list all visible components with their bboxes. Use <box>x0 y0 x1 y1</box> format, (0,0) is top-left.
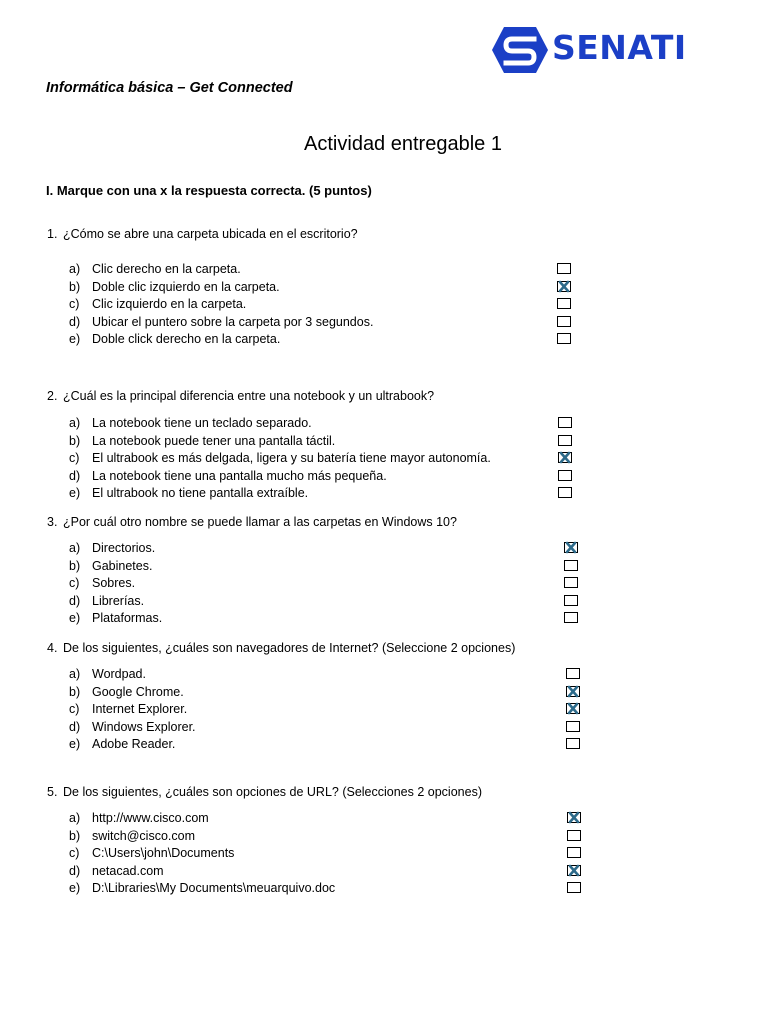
x-mark-icon <box>568 812 580 823</box>
checkbox-checked[interactable] <box>557 281 571 292</box>
option-3-c <box>69 576 135 590</box>
checkbox-checked[interactable] <box>564 542 578 553</box>
checkbox[interactable] <box>564 560 578 571</box>
option-text: netacad.com <box>92 863 164 878</box>
checkbox-checked[interactable] <box>566 686 580 697</box>
option-text: Directorios. <box>92 541 156 555</box>
option-3-b <box>69 559 152 573</box>
option-text: El ultrabook no tiene pantalla extraíble. <box>92 486 309 501</box>
option-2-d <box>69 469 387 483</box>
option-letter: b) <box>69 433 81 448</box>
option-text: Doble click derecho en la carpeta. <box>92 332 281 347</box>
option-letter: c) <box>69 846 80 861</box>
option-3-d <box>69 594 144 608</box>
option-text: Gabinetes. <box>92 558 153 573</box>
option-1-e <box>69 332 280 346</box>
checkbox[interactable] <box>564 595 578 606</box>
option-letter: e) <box>69 332 81 347</box>
option-4-d <box>69 720 196 734</box>
option-text: El ultrabook es más delgada, ligera y su batería tiene mayor autonomía. <box>92 451 491 466</box>
option-2-c <box>69 451 491 465</box>
page-title: Actividad entregable 1 <box>304 133 502 155</box>
checkbox[interactable] <box>558 435 572 446</box>
checkbox[interactable] <box>564 612 578 623</box>
question-1 <box>47 227 358 241</box>
checkbox[interactable] <box>566 738 580 749</box>
question-text: ¿Cómo se abre una carpeta ubicada en el escritorio? <box>63 227 358 241</box>
x-mark-icon <box>567 686 579 697</box>
option-3-a <box>69 541 155 555</box>
option-letter: d) <box>69 314 81 329</box>
checkbox-checked[interactable] <box>558 452 572 463</box>
option-letter: b) <box>69 684 81 699</box>
option-text: Google Chrome. <box>92 684 184 699</box>
option-1-d <box>69 315 373 329</box>
option-letter: e) <box>69 881 81 896</box>
question-number: 3. <box>47 515 58 529</box>
option-letter: e) <box>69 737 81 752</box>
checkbox[interactable] <box>557 316 571 327</box>
option-text: Windows Explorer. <box>92 719 196 734</box>
instruction-text: I. Marque con una x la respuesta correcta. (5 puntos) <box>46 183 372 198</box>
option-text: Librerías. <box>92 593 145 608</box>
question-text: De los siguientes, ¿cuáles son opciones de URL? (Selecciones 2 opciones) <box>63 785 482 799</box>
option-4-b <box>69 685 184 699</box>
option-text: switch@cisco.com <box>92 828 195 843</box>
option-text: Clic izquierdo en la carpeta. <box>92 297 247 312</box>
option-letter: b) <box>69 558 81 573</box>
checkbox[interactable] <box>558 470 572 481</box>
x-mark-icon <box>568 865 580 876</box>
option-letter: a) <box>69 262 81 276</box>
option-text: Wordpad. <box>92 667 146 681</box>
checkbox[interactable] <box>567 882 581 893</box>
option-letter: a) <box>69 541 81 555</box>
question-3 <box>47 515 457 529</box>
checkbox[interactable] <box>567 847 581 858</box>
logo-wordmark: SENATI <box>552 28 687 67</box>
x-mark-icon <box>559 452 571 463</box>
checkbox[interactable] <box>566 668 580 679</box>
option-letter: b) <box>69 828 81 843</box>
checkbox[interactable] <box>566 721 580 732</box>
option-text: Plataformas. <box>92 611 163 626</box>
checkbox[interactable] <box>557 263 571 274</box>
option-2-b <box>69 434 335 448</box>
option-2-e <box>69 486 308 500</box>
option-letter: b) <box>69 279 81 294</box>
option-text: http://www.cisco.com <box>92 811 209 825</box>
option-5-e <box>69 881 335 895</box>
checkbox[interactable] <box>557 333 571 344</box>
option-letter: d) <box>69 719 81 734</box>
option-4-c <box>69 702 187 716</box>
option-5-c <box>69 846 234 860</box>
option-text: Clic derecho en la carpeta. <box>92 262 241 276</box>
option-1-c <box>69 297 246 311</box>
option-text: La notebook puede tener una pantalla táctil. <box>92 433 336 448</box>
question-number: 1. <box>47 227 58 241</box>
x-mark-icon <box>567 703 579 714</box>
option-text: Sobres. <box>92 576 136 591</box>
option-text: Internet Explorer. <box>92 702 188 717</box>
option-letter: d) <box>69 863 81 878</box>
question-2 <box>47 389 434 403</box>
checkbox[interactable] <box>567 830 581 841</box>
option-letter: c) <box>69 576 80 591</box>
course-name: Informática básica – Get Connected <box>46 80 293 96</box>
x-mark-icon <box>558 281 570 292</box>
option-letter: a) <box>69 667 81 681</box>
option-5-a <box>69 811 209 825</box>
option-text: Doble clic izquierdo en la carpeta. <box>92 279 280 294</box>
option-letter: e) <box>69 486 81 501</box>
option-text: La notebook tiene un teclado separado. <box>92 416 312 430</box>
option-4-a <box>69 667 146 681</box>
x-mark-icon <box>565 542 577 553</box>
checkbox[interactable] <box>564 577 578 588</box>
option-text: Ubicar el puntero sobre la carpeta por 3 segundos. <box>92 314 374 329</box>
checkbox[interactable] <box>558 487 572 498</box>
option-letter: a) <box>69 811 81 825</box>
option-letter: c) <box>69 451 80 466</box>
question-text: ¿Cuál es la principal diferencia entre una notebook y un ultrabook? <box>63 389 435 403</box>
option-1-b <box>69 280 280 294</box>
option-letter: c) <box>69 702 80 717</box>
question-number: 4. <box>47 641 58 655</box>
option-text: La notebook tiene una pantalla mucho más pequeña. <box>92 468 387 483</box>
option-1-a <box>69 262 241 276</box>
option-4-e <box>69 737 175 751</box>
option-3-e <box>69 611 162 625</box>
checkbox[interactable] <box>558 417 572 428</box>
option-letter: e) <box>69 611 81 626</box>
question-number: 5. <box>47 785 58 799</box>
option-text: D:\Libraries\My Documents\meuarquivo.doc <box>92 881 336 896</box>
question-text: ¿Por cuál otro nombre se puede llamar a las carpetas en Windows 10? <box>63 515 457 529</box>
checkbox-checked[interactable] <box>567 865 581 876</box>
checkbox-checked[interactable] <box>566 703 580 714</box>
question-number: 2. <box>47 389 58 403</box>
option-letter: d) <box>69 468 81 483</box>
option-letter: c) <box>69 297 80 312</box>
question-4 <box>47 641 515 655</box>
option-5-d <box>69 864 164 878</box>
checkbox-checked[interactable] <box>567 812 581 823</box>
option-5-b <box>69 829 195 843</box>
question-text: De los siguientes, ¿cuáles son navegadores de Internet? (Seleccione 2 opciones) <box>63 641 516 655</box>
option-2-a <box>69 416 312 430</box>
option-letter: a) <box>69 416 81 430</box>
option-text: C:\Users\john\Documents <box>92 846 235 861</box>
checkbox[interactable] <box>557 298 571 309</box>
option-text: Adobe Reader. <box>92 737 176 752</box>
question-5 <box>47 785 482 799</box>
option-letter: d) <box>69 593 81 608</box>
